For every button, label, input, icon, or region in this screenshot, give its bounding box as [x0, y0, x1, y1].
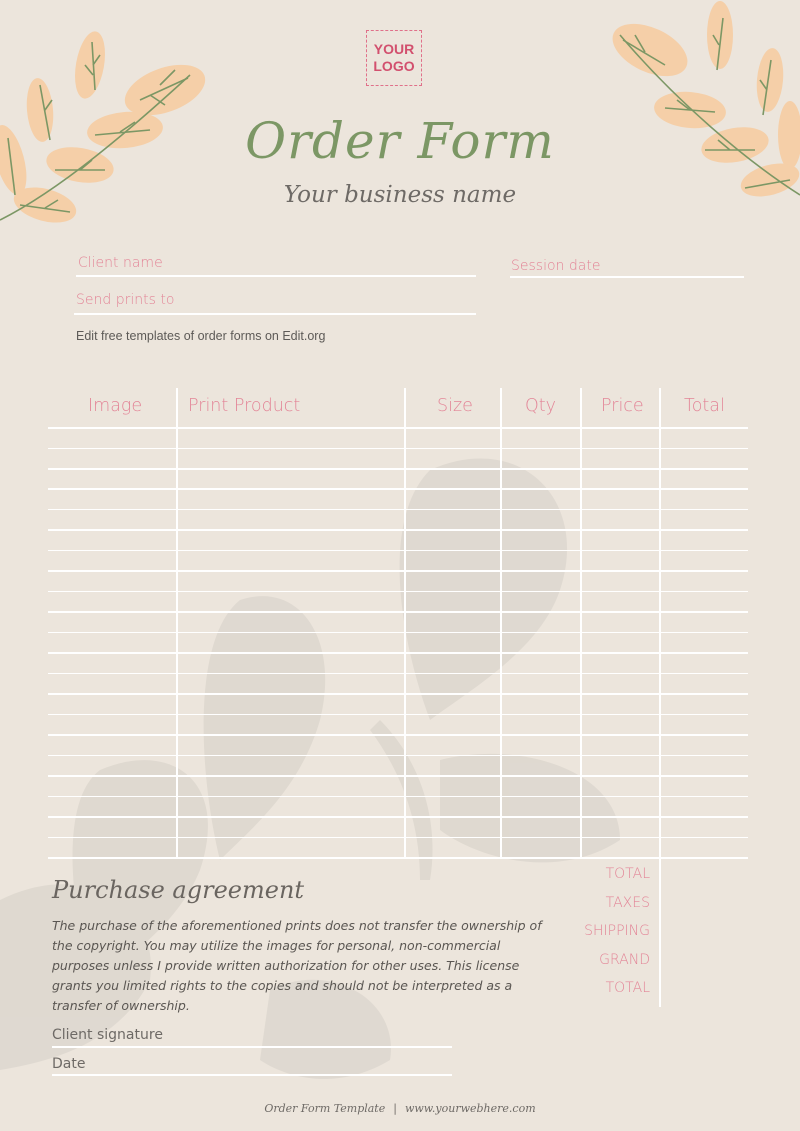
column-header-image: Image [88, 396, 143, 416]
table-row-divider [48, 550, 748, 552]
page-title: Order Form [245, 112, 555, 170]
table-row-divider [48, 529, 748, 531]
table-row-divider [48, 509, 748, 511]
logo-text-line1: YOUR [373, 41, 415, 57]
table-row-divider [48, 816, 748, 818]
totals-column-divider [659, 857, 661, 1007]
business-name: Your business name [283, 182, 517, 208]
table-row-divider [48, 755, 748, 757]
table-row-divider [48, 796, 748, 798]
table-row-divider [48, 837, 748, 839]
total-label: TOTAL [605, 866, 650, 882]
date-label: Date [52, 1056, 86, 1072]
corner-leaves-top-right [605, 0, 800, 210]
shipping-label: SHIPPING [584, 923, 650, 939]
column-header-price: Price [601, 396, 644, 416]
logo-text-line2: LOGO [373, 58, 415, 74]
send-prints-to-label: Send prints to [76, 292, 175, 308]
table-row-divider [48, 673, 748, 675]
grand-label: GRAND [599, 952, 650, 968]
client-name-field[interactable] [76, 275, 476, 277]
table-row-divider [48, 632, 748, 634]
taxes-label: TAXES [605, 895, 650, 911]
table-row-divider [48, 857, 748, 859]
table-column-divider [500, 388, 502, 857]
table-column-divider [580, 388, 582, 857]
table-row-divider [48, 468, 748, 470]
client-signature-field[interactable] [52, 1046, 452, 1048]
grand-total-label: TOTAL [605, 980, 650, 996]
table-row-divider [48, 652, 748, 654]
table-column-divider [176, 388, 178, 857]
table-row-divider [48, 693, 748, 695]
session-date-label: Session date [511, 258, 601, 274]
footer-separator: | [393, 1102, 397, 1115]
purchase-agreement-text: The purchase of the aforementioned prints does not transfer the ownership of the copyright. You may utilize the images for personal, non-commercial purposes unless I provide written authorization for other uses. This license grants you limited rights to the copies and should not be interpreted as a transfer of ownership. [52, 918, 542, 1013]
column-header-total: Total [684, 396, 725, 416]
table-row-divider [48, 427, 748, 429]
purchase-agreement-title: Purchase agreement [52, 876, 305, 904]
table-row-divider [48, 570, 748, 572]
table-column-divider [404, 388, 406, 857]
table-row-divider [48, 591, 748, 593]
column-header-qty: Qty [525, 396, 556, 416]
session-date-field[interactable] [510, 276, 744, 278]
table-row-divider [48, 448, 748, 450]
send-prints-to-field[interactable] [74, 313, 476, 315]
client-signature-label: Client signature [52, 1027, 163, 1043]
client-name-label: Client name [78, 255, 163, 271]
table-row-divider [48, 734, 748, 736]
template-note: Edit free templates of order forms on Edit.org [76, 329, 326, 343]
table-row-divider [48, 611, 748, 613]
table-row-divider [48, 714, 748, 716]
footer [0, 1102, 800, 1115]
table-column-divider [659, 388, 661, 857]
column-header-print-product: Print Product [188, 396, 301, 416]
footer-template-name: Order Form Template [264, 1102, 386, 1115]
logo-placeholder [366, 30, 422, 86]
column-header-size: Size [437, 396, 473, 416]
table-row-divider [48, 775, 748, 777]
footer-website: www.yourwebhere.com [404, 1102, 536, 1115]
date-field[interactable] [52, 1074, 452, 1076]
table-row-divider [48, 488, 748, 490]
